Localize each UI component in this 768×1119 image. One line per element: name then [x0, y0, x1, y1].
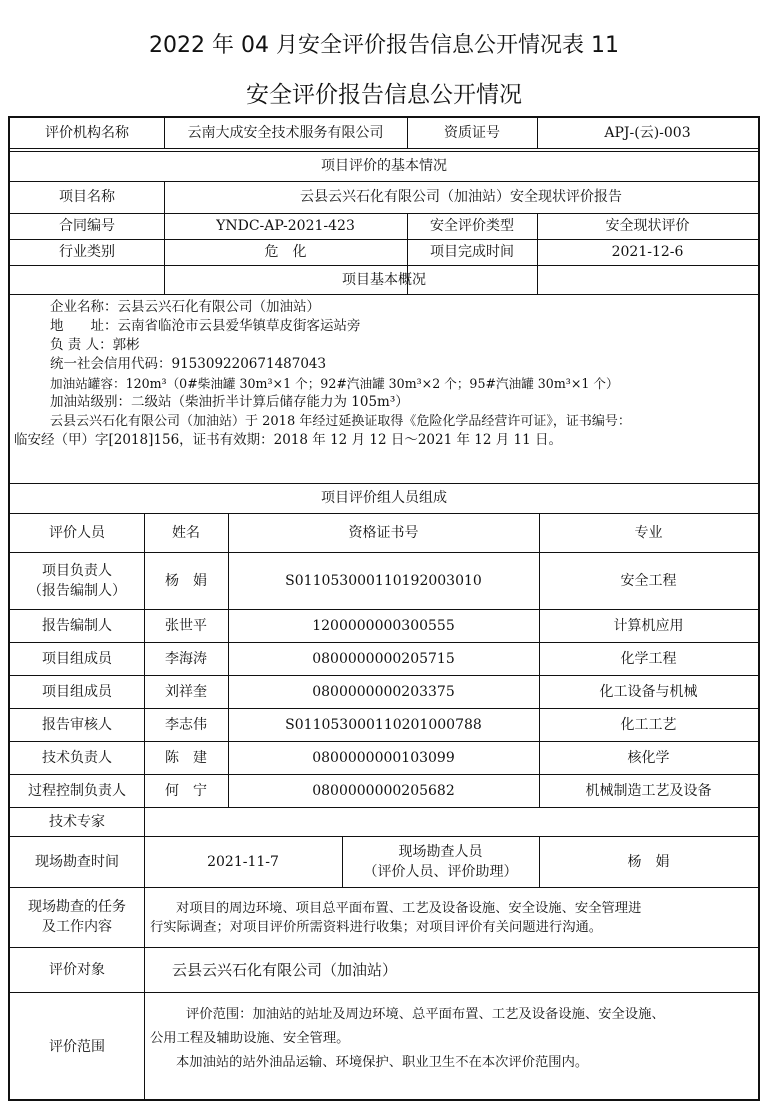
org-label: 评价机构名称	[45, 125, 129, 141]
contract-value: YNDC-AP-2021-423	[216, 218, 355, 234]
team-row-name: 陈 建	[165, 749, 207, 766]
basic-section-header: 项目评价的基本情况	[321, 158, 447, 174]
eval-type-value: 安全现状评价	[605, 218, 690, 234]
survey-task-label	[10, 887, 144, 947]
survey-task-text	[150, 899, 756, 937]
info-table	[8, 116, 760, 1101]
survey-time-value: 2021-11-7	[207, 853, 279, 870]
survey-task-label-line: 现场勘查的任务	[28, 899, 126, 915]
eval-type-label: 安全评价类型	[430, 218, 514, 234]
survey-people-label-line: 现场勘查人员	[398, 843, 483, 860]
project-name-label: 项目名称	[59, 189, 115, 205]
survey-task-label-line: 及工作内容	[42, 919, 112, 935]
team-row-name: 刘祥奎	[165, 683, 207, 700]
cert-label: 资质证号	[444, 125, 500, 141]
team-row-major: 计算机应用	[613, 617, 684, 634]
team-row-major: 化学工程	[620, 650, 677, 667]
scope-line: 公用工程及辅助设施、安全管理。	[150, 1031, 350, 1046]
team-row-name: 张世平	[165, 617, 207, 634]
team-section-header: 项目评价组人员组成	[321, 490, 447, 506]
scope-line: 评价范围：加油站的站址及周边环境、总平面布置、工艺及设备设施、安全设施、	[186, 1007, 665, 1022]
team-row-name: 何 宁	[165, 782, 207, 799]
team-role-line: （报告编制人）	[28, 582, 126, 599]
survey-people-label	[342, 836, 539, 887]
team-row-cert: 0800000000205715	[312, 650, 455, 667]
document-subtitle: 安全评价报告信息公开情况	[246, 82, 522, 108]
object-value: 云县云兴石化有限公司（加油站）	[172, 960, 398, 979]
team-row-major: 安全工程	[620, 572, 677, 589]
finish-time-value: 2021-12-6	[611, 244, 684, 260]
overview-line: 加油站罐容：120m³（0#柴油罐 30m³×1 个；92#汽油罐 30m³×2 个；95#汽油罐 30m³×1 个）	[50, 376, 619, 391]
team-row-cert: 0800000000103099	[312, 749, 455, 766]
team-row-major: 化工设备与机械	[599, 683, 698, 700]
survey-time-label: 现场勘查时间	[35, 853, 119, 870]
team-row-cert: 0800000000205682	[312, 782, 455, 799]
overview-section-header: 项目基本概况	[342, 271, 426, 288]
overview-line: 地 址：云南省临沧市云县爱华镇草皮街客运站旁	[50, 318, 361, 334]
scope-text	[150, 1003, 756, 1075]
overview-line: 云县云兴石化有限公司（加油站）于 2018 年经过延换证取得《危险化学品经营许可证》，证书编号：	[50, 414, 631, 429]
document-title: 2022 年 04 月安全评价报告信息公开情况表 11	[149, 33, 619, 58]
team-row-name: 李志伟	[165, 716, 207, 733]
scope-label: 评价范围	[49, 1038, 105, 1055]
team-row-name: 李海涛	[165, 650, 207, 667]
project-name-value: 云县云兴石化有限公司（加油站）安全现状评价报告	[300, 189, 622, 205]
team-col-role: 评价人员	[49, 524, 105, 541]
overview-line: 加油站级别：二级站（柴油折半计算后储存能力为 105m³）	[50, 394, 409, 410]
survey-people-value: 杨 娟	[627, 853, 670, 870]
survey-task-line: 行实际调查；对项目评价所需资料进行收集；对项目评价有关问题进行沟通。	[150, 920, 603, 935]
industry-value: 危 化	[264, 244, 307, 260]
org-value: 云南大成安全技术服务有限公司	[187, 125, 384, 141]
team-row-major: 化工工艺	[620, 716, 677, 733]
object-label: 评价对象	[49, 961, 105, 978]
team-row-cert: 1200000000300555	[312, 617, 455, 634]
team-row-role: 技术负责人	[42, 749, 112, 766]
team-row-role: 过程控制负责人	[28, 782, 126, 799]
cert-value: APJ-(云)-003	[604, 125, 691, 141]
team-row-major: 机械制造工艺及设备	[585, 782, 712, 799]
overview-line: 企业名称：云县云兴石化有限公司（加油站）	[50, 299, 320, 315]
scope-line: 本加油站的站外油品运输、环境保护、职业卫生不在本次评价范围内。	[176, 1055, 589, 1070]
team-col-cert: 资格证书号	[348, 524, 419, 541]
contract-label: 合同编号	[59, 218, 115, 234]
team-row-role	[10, 552, 144, 609]
team-role-line: 项目负责人	[42, 562, 112, 579]
team-col-name: 姓名	[172, 524, 200, 541]
finish-time-label: 项目完成时间	[430, 244, 514, 260]
team-row-role: 报告审核人	[42, 716, 112, 733]
team-row-role: 项目组成员	[42, 683, 112, 700]
overview-text	[10, 298, 758, 450]
team-row-cert: S011053000110192003010	[285, 572, 482, 589]
team-col-major: 专业	[634, 524, 663, 541]
industry-label: 行业类别	[59, 244, 115, 260]
team-row-name: 杨 娟	[165, 572, 207, 589]
overview-line: 负 责 人：郭彬	[50, 337, 140, 353]
team-row-cert: 0800000000203375	[312, 683, 455, 700]
team-row-cert: S011053000110201000788	[285, 716, 482, 733]
survey-people-label-line: （评价人员、评价助理）	[363, 863, 518, 880]
team-row-role: 项目组成员	[42, 650, 112, 667]
overview-line: 临安经（甲）字[2018]156，证书有效期：2018 年 12 月 12 日～2021 年 12 月 11 日。	[14, 432, 562, 448]
overview-line: 统一社会信用代码：91530922067148704З	[50, 356, 326, 372]
survey-task-line: 对项目的周边环境、项目总平面布置、工艺及设备设施、安全设施、安全管理进	[176, 901, 642, 916]
team-row-role: 报告编制人	[42, 617, 112, 634]
expert-label: 技术专家	[49, 813, 105, 830]
team-row-major: 核化学	[627, 749, 670, 766]
